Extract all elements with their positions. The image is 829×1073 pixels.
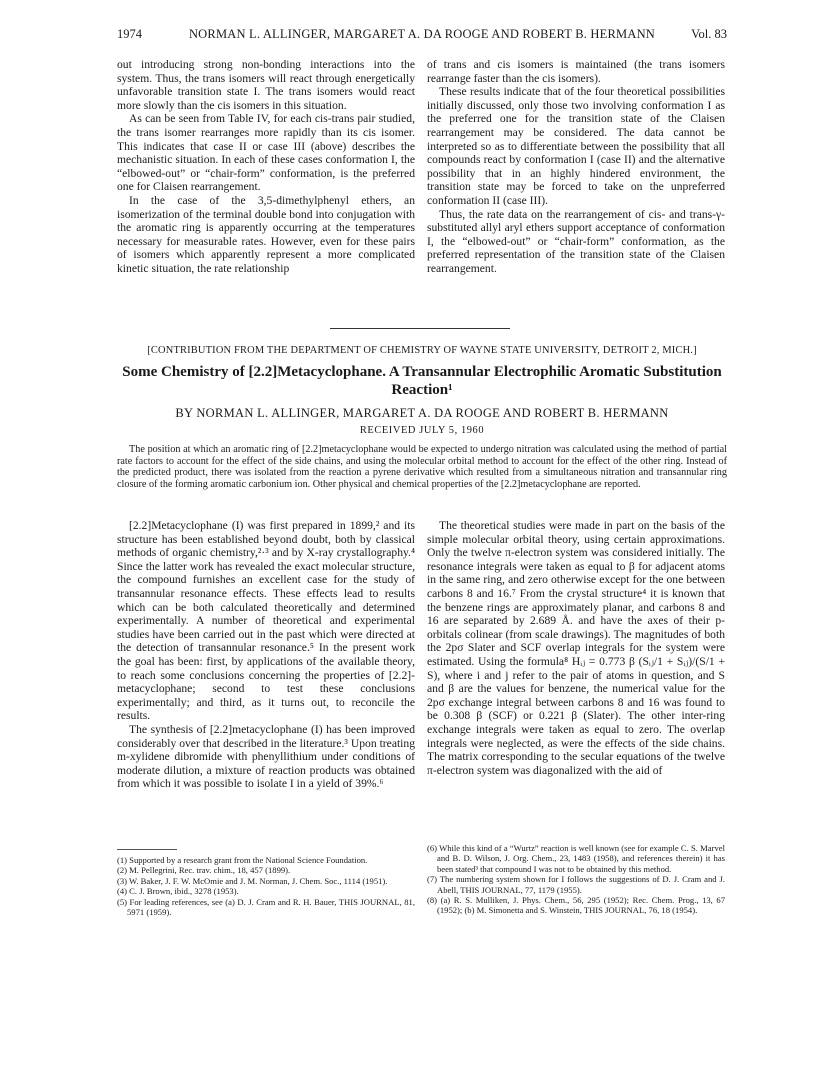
article-right-column	[427, 519, 725, 777]
paragraph: of trans and cis isomers is maintained (the trans isomers rearrange faster than the cis isomers).	[427, 58, 725, 85]
contribution-line: [CONTRIBUTION FROM THE DEPARTMENT OF CHEMISTRY OF WAYNE STATE UNIVERSITY, DETROIT 2, MICH.]	[147, 345, 697, 356]
received-date: RECEIVED JULY 5, 1960	[359, 425, 485, 436]
footnote: (5) For leading references, see (a) D. J. Cram and R. H. Bauer, THIS JOURNAL, 81, 5971 (1959).	[117, 896, 415, 918]
footnote-rule-left	[117, 849, 177, 850]
footnote: (1) Supported by a research grant from the National Science Foundation.	[117, 855, 368, 865]
footnote: (4) C. J. Brown, ibid., 3278 (1953).	[117, 886, 239, 897]
paragraph: Thus, the rate data on the rearrangement of cis- and trans-γ-substituted allyl aryl ethers support acceptance of conformation I, the “elbowed-out” or “chair-form” conformation, as the preferred representation of the transition state of the Claisen rearrangement.	[427, 207, 725, 275]
article-title: Some Chemistry of [2.2]Metacyclophane. A Transannular Electrophilic Aromatic Substitution Reaction¹	[122, 364, 722, 398]
paragraph: out introducing strong non-bonding interactions into the system. Thus, the trans isomers will react through energetically unfavorable transition state I. The trans isomers would react more slowly than the cis isomers in this situation.	[117, 58, 415, 112]
running-authors: NORMAN L. ALLINGER, MARGARET A. DA ROOGE AND ROBERT B. HERMANN	[188, 27, 656, 41]
paragraph: In the case of the 3,5-dimethylphenyl ethers, an isomerization of the terminal double bond into conjugation with the aromatic ring is apparently occurring at the temperatures necessary for measurable rates. However, even for these pairs of isomers which apparently represent a more complicated kinetic situation, the rate relationship	[117, 193, 415, 275]
previous-article-right-column	[427, 58, 725, 276]
footnote: (7) The numbering system shown for I follows the suggestions of D. J. Cram and J. Abell, THIS JOURNAL, 77, 1179 (1955).	[427, 874, 725, 895]
abstract: The position at which an aromatic ring of [2.2]metacyclophane would be expected to undergo nitration was calculated using the method of partial rate factors to account for the effect of the side chains, and using the molecular orbital method to account for the effect of the other ring. Instead of the predicted product, there was isolated from the reaction a pyrene derivative which resulted from a simultaneous nitration and transannular ring closure of the forming aromatic carbonium ion. Other physical and chemical properties of the [2.2]metacyclophane are reported.	[117, 444, 727, 490]
footnotes-right	[427, 843, 725, 916]
paragraph: As can be seen from Table IV, for each cis-trans pair studied, the trans isomer rearranges more rapidly than its cis isomer. This indicates that case II or case III (above) describes the mechanistic situation. In each of these cases conformation I, the “elbowed-out” or “chair-form” conformation, is the preferred one for Claisen rearrangement.	[117, 112, 415, 194]
footnote: (8) (a) R. S. Mulliken, J. Phys. Chem., 56, 295 (1952); Rec. Chem. Prog., 13, 67 (1952); (b) M. Simonetta and S. Winstein, THIS JOURNAL, 76, 18 (1954).	[427, 895, 725, 916]
footnotes-left	[117, 855, 415, 917]
footnote: (6) While this kind of a “Wurtz” reaction is well known (see for example C. S. Marvel and B. D. Wilson, J. Org. Chem., 23, 1483 (1958), and references therein) it has been stated³ that compound I was not to be obtained by this method.	[427, 843, 725, 874]
volume-number: Vol. 83	[691, 27, 727, 41]
running-header	[117, 27, 727, 45]
article-byline: BY NORMAN L. ALLINGER, MARGARET A. DA ROOGE AND ROBERT B. HERMANN	[175, 406, 669, 420]
article-separator-rule	[330, 328, 510, 329]
previous-article-left-column	[117, 58, 415, 276]
paragraph: The synthesis of [2.2]metacyclophane (I) has been improved considerably over that described in the literature.³ Upon treating m-xylidene dibromide with phenyllithium under conditions of moderate dilution, a mixture of reaction products was obtained from which it was possible to isolate I in a yield of 39%.⁶	[117, 722, 415, 791]
page-number: 1974	[117, 27, 142, 41]
paragraph: These results indicate that of the four theoretical possibilities initially discussed, only those two involving conformation I as the preferred one for the transition state of the Claisen rearrangement may be considered. The data cannot be interpreted so as to differentiate between the possibility that all compounds react by conformation I (case II) and the alternative possibility that in an highly hindered environment, the transition state may be forced to take on the unpreferred conformation II (case III).	[427, 85, 725, 207]
footnote: (2) M. Pellegrini, Rec. trav. chim., 18, 457 (1899).	[117, 865, 291, 876]
paragraph: [2.2]Metacyclophane (I) was first prepared in 1899,² and its structure has been established beyond doubt, both by classical methods of organic chemistry,²·³ and by X-ray crystallography.⁴ Since the latter work has revealed the exact molecular structure, the compound furnishes an excellent case for the study of transannular resonance effects. These effects lead to results which can be both calculated theoretically and determined experimentally. A number of theoretical and experimental studies have been carried out in the past which were directed at the detection of transannular resonance.⁵ In the present work the goal has been: first, by applications of the available theory, to reach some conclusions concerning the properties of [2.2]-metacyclophane; second to test these conclusions experimentally; and third, as it turns out, to reconcile the results.	[117, 519, 415, 723]
paragraph: The theoretical studies were made in part on the basis of the simple molecular orbital theory, using certain approximations. Only the twelve π-electron system was considered initially. The resonance integrals were taken as equal to β for adjacent atoms in the same ring, and zero otherwise except for the one between carbons 8 and 16.⁷ From the crystal structure⁴ it is known that the benzene rings are approximately planar, and carbons 8 and 16 are separated by 2.689 Å. and have the axes of their p-orbitals colinear (from scale drawings). The magnitudes of both the 2pσ Slater and SCF overlap integrals for the system were estimated. Using the formula⁸ Hᵢⱼ = 0.773 β (Sᵢⱼ/1 + Sᵢⱼ)/(S/1 + S), where i and j refer to the pair of atoms in question, and S and β are the values for benzene, the numerical value for the 2pσ exchange integral between carbons 8 and 16 was found to be 0.308 β (SCF) or 0.221 β (Slater). The other inter-ring exchange integrals were taken as equal to zero. The overlap integrals were neglected, as were the effects of the side chains. The matrix corresponding to the secular equations of the twelve π-electron system was diagonalized with the aid of	[427, 519, 725, 777]
article-left-column	[117, 519, 415, 791]
footnote: (3) W. Baker, J. F. W. McOmie and J. M. Norman, J. Chem. Soc., 1114 (1951).	[117, 875, 388, 886]
